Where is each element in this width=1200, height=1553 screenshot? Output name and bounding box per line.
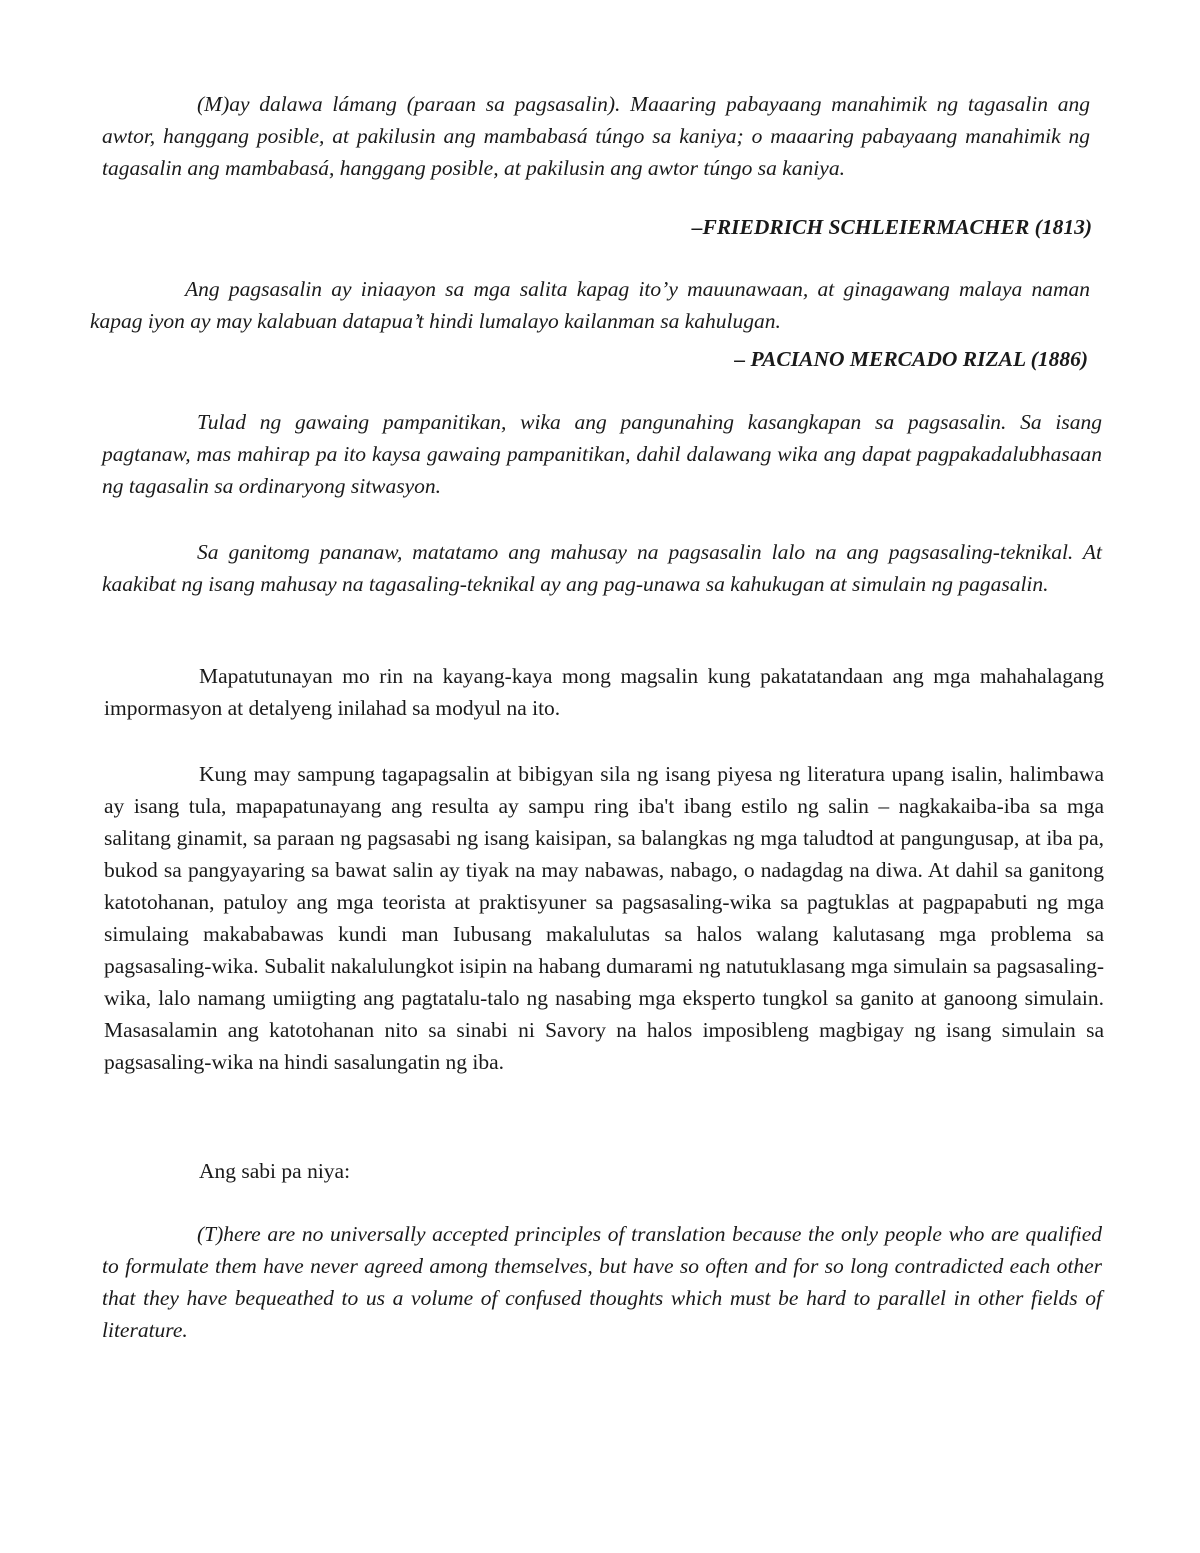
paragraph-pagsasaling-teknikal: Sa ganitomg pananaw, matatamo ang mahusay na pagsasalin lalo na ang pagsasaling-teknikal. At kaakibat ng isang mahusay na tagasaling-teknikal ay ang pag-unawa sa kahukugan at simulain ng pagasalin. <box>102 540 1102 596</box>
quote-savory: (T)here are no universally accepted principles of translation because the only people who are qualified to formulate them have never agreed among themselves, but have so often and for so long contradicted each other that they have bequeathed to us a volume of confused thoughts which must be hard to parallel in other fields of literature. <box>102 1222 1102 1342</box>
paragraph-ang-sabi: Ang sabi pa niya: <box>199 1159 351 1183</box>
paragraph-sampung-tagapagsalin: Kung may sampung tagapagsalin at bibigyan sila ng isang piyesa ng literatura upang isalin, halimbawa ay isang tula, mapapatunayang ang resulta ay sampu ring iba't ibang estilo ng salin – nagkakaiba-iba sa mga salitang ginamit, sa paraan ng pagsasabi ng isang kaisipan, sa balangkas ng mga taludtod at pangungusap, at iba pa, bukod sa pangyayaring sa bawat salin ay tiyak na may nabawas, nabago, o nadagdag na diwa. At dahil sa ganitong katotohanan, patuloy ang mga teorista at praktisyuner sa pagsasaling-wika sa pagtuklas at pagpapabuti ng mga simulaing makababawas kundi man Iubusang makalulutas sa halos walang kalutasang mga problema sa pagsasaling-wika. Subalit nakalulungkot isipin na habang dumarami ng natutuklasang mga simulain sa pagsasaling-wika, lalo namang umiigting ang pagtatalu-talo ng nasabing mga eksperto tungkol sa ganito at ganoong simulain. Masasalamin ang katotohanan nito sa sinabi ni Savory na halos imposibleng magbigay ng isang simulain sa pagsasaling-wika na hindi sasalungatin ng iba. <box>104 762 1104 1074</box>
quote-schleiermacher: (M)ay dalawa lámang (paraan sa pagsasalin). Maaaring pabayaang manahimik ng tagasalin ang awtor, hanggang posible, at pakilusin ang mambabasá túngo sa kaniya; o maaaring pabayaang manahimik ng tagasalin ang mambabasá, hanggang posible, at pakilusin ang awtor túngo sa kaniya. <box>102 92 1090 180</box>
quote-rizal: Ang pagsasalin ay iniaayon sa mga salita kapag ito’y mauunawaan, at ginagawang malaya naman kapag iyon ay may kalabuan datapua’t hindi lumalayo kailanman sa kahulugan. <box>90 277 1090 333</box>
paragraph-mapatutunayan: Mapatutunayan mo rin na kayang-kaya mong magsalin kung pakatatandaan ang mga mahahalagang impormasyon at detalyeng inilahad sa modyul na ito. <box>104 664 1104 720</box>
paragraph-wika-kasangkapan: Tulad ng gawaing pampanitikan, wika ang pangunahing kasangkapan sa pagsasalin. Sa isang pagtanaw, mas mahirap pa ito kaysa gawaing pampanitikan, dahil dalawang wika ang dapat pagpakadalubhasaan ng tagasalin sa ordinaryong sitwasyon. <box>102 410 1102 498</box>
attribution-rizal: – PACIANO MERCADO RIZAL (1886) <box>734 347 1088 371</box>
attribution-schleiermacher: –FRIEDRICH SCHLEIERMACHER (1813) <box>691 215 1092 239</box>
